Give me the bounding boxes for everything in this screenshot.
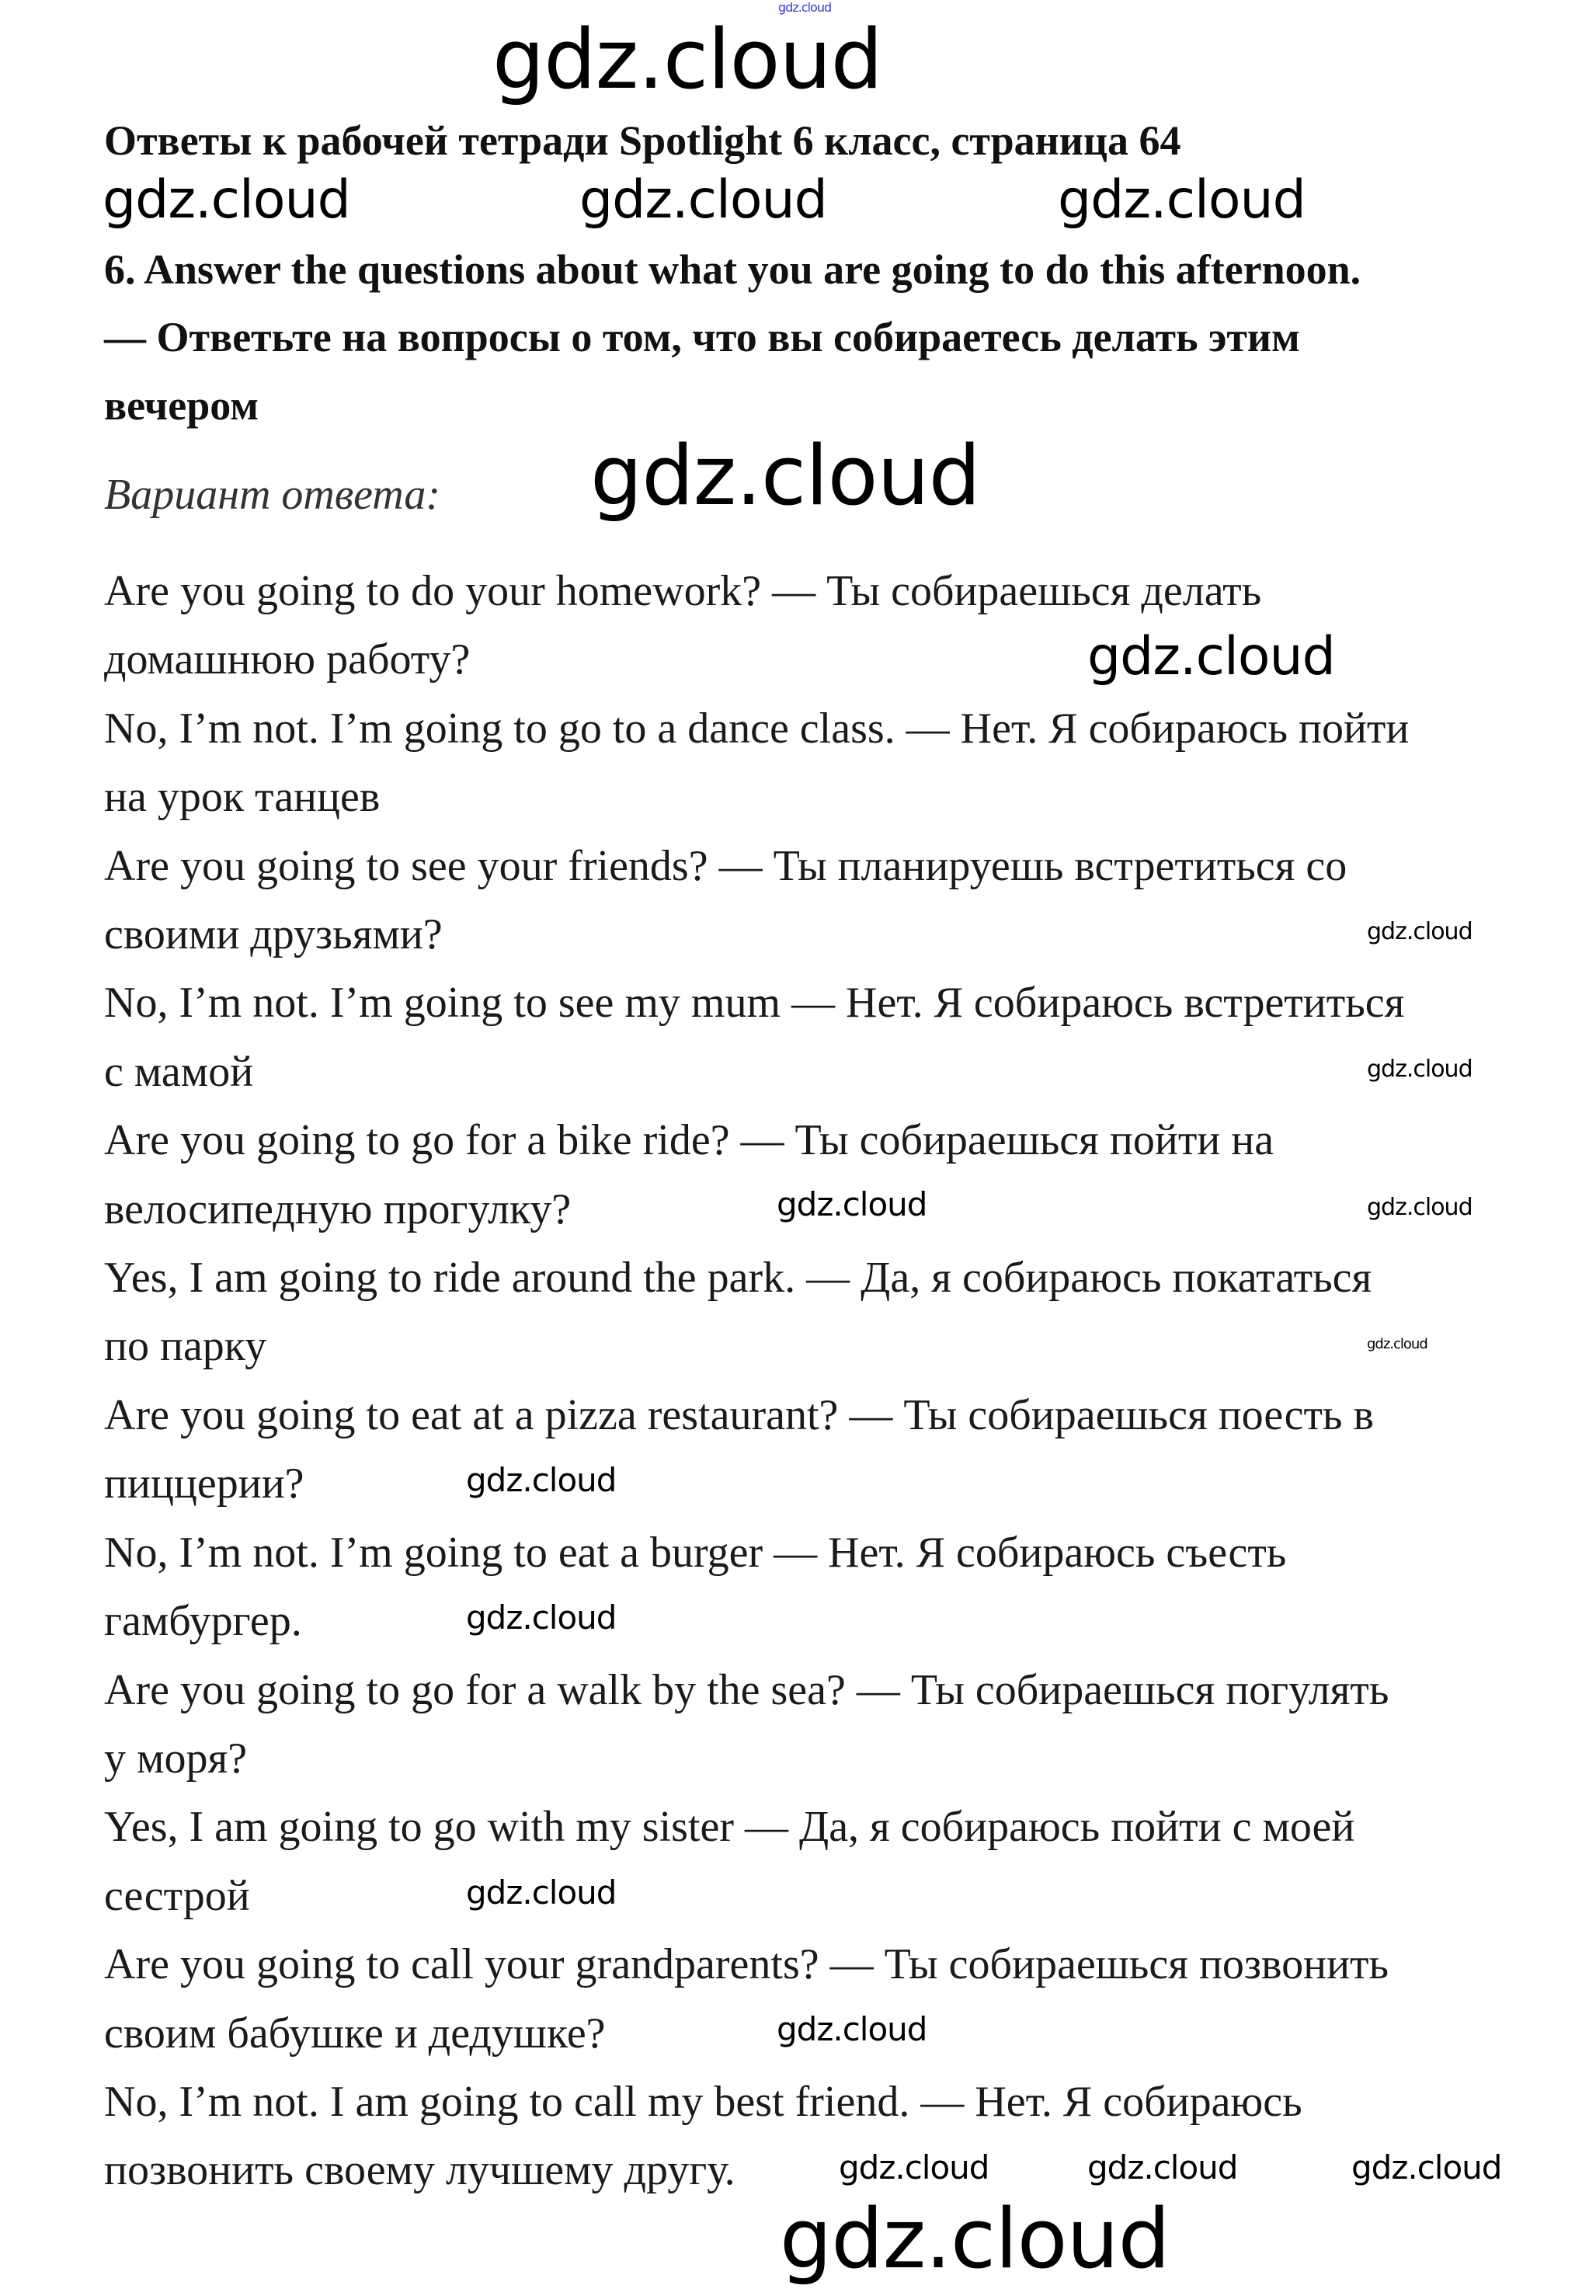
answer-line: Are you going to go for a bike ride? — Ты собираешься пойти на xyxy=(104,1116,1274,1165)
answer-line: велосипедную прогулку? xyxy=(104,1185,572,1233)
answer-line: своим бабушке и дедушке? xyxy=(104,2009,606,2058)
watermark: gdz.cloud xyxy=(466,1461,617,1499)
watermark: gdz.cloud xyxy=(1351,2148,1502,2186)
watermark: gdz.cloud xyxy=(1087,626,1335,687)
answer-line: у моря? xyxy=(104,1734,248,1783)
watermark: gdz.cloud xyxy=(492,12,882,107)
watermark: gdz.cloud xyxy=(1367,918,1473,945)
page-title: Ответы к рабочей тетради Spotlight 6 класс, страница 64 xyxy=(104,117,1181,164)
watermark: gdz.cloud xyxy=(1087,2148,1238,2186)
answer-line: Are you going to see your friends? — Ты планируешь встретиться со xyxy=(104,841,1347,890)
answer-line: No, I’m not. I am going to call my best friend. — Нет. Я собираюсь xyxy=(104,2077,1302,2126)
answer-line: с мамой xyxy=(104,1047,254,1096)
watermark: gdz.cloud xyxy=(1367,1336,1427,1352)
task-title-line-2: — Ответьте на вопросы о том, что вы собираетесь делать этим xyxy=(104,314,1300,360)
task-title-line-1: 6. Answer the questions about what you are going to do this afternoon. xyxy=(104,246,1361,293)
answer-line: Are you going to call your grandparents? — Ты собираешься позвонить xyxy=(104,1940,1389,1989)
answer-line: по парку xyxy=(104,1322,267,1371)
answer-line: Are you going to go for a walk by the sea? — Ты собираешься погулять xyxy=(104,1665,1389,1714)
answer-line: No, I’m not. I’m going to go to a dance class. — Нет. Я собираюсь пойти xyxy=(104,704,1410,753)
watermark: gdz.cloud xyxy=(1058,169,1306,231)
watermark: gdz.cloud xyxy=(1367,1194,1473,1221)
watermark: gdz.cloud xyxy=(839,2148,989,2186)
watermark: gdz.cloud xyxy=(466,1599,617,1637)
answer-line: Yes, I am going to go with my sister — Да, я собираюсь пойти с моей xyxy=(104,1803,1355,1852)
watermark: gdz.cloud xyxy=(590,428,980,524)
answer-line: Are you going to do your homework? — Ты собираешься делать xyxy=(104,567,1262,615)
answer-line: No, I’m not. I’m going to see my mum — Нет. Я собираюсь встретиться xyxy=(104,979,1405,1028)
answer-line: своими друзьями? xyxy=(104,910,443,959)
answer-line: гамбургер. xyxy=(104,1597,302,1646)
answer-line: позвонить своему лучшему другу. xyxy=(104,2146,735,2195)
answer-line: пиццерии? xyxy=(104,1459,304,1508)
watermark: gdz.cloud xyxy=(777,1185,927,1223)
answer-line: на урок танцев xyxy=(104,773,381,822)
variant-label: Вариант ответа: xyxy=(104,471,441,519)
answer-line: Are you going to eat at a pizza restaurant? — Ты собираешься поесть в xyxy=(104,1390,1374,1439)
watermark-top[interactable]: gdz.cloud xyxy=(778,0,832,15)
answer-line: домашнюю работу? xyxy=(104,635,471,684)
task-title-line-3: вечером xyxy=(104,382,259,429)
watermark: gdz.cloud xyxy=(1367,1056,1473,1083)
answer-body xyxy=(104,557,1409,2205)
watermark: gdz.cloud xyxy=(466,1873,617,1912)
watermark: gdz.cloud xyxy=(103,169,350,231)
answer-line: Yes, I am going to ride around the park. — Да, я собираюсь покататься xyxy=(104,1254,1372,1303)
answer-line: No, I’m not. I’m going to eat a burger — Нет. Я собираюсь съесть xyxy=(104,1528,1287,1577)
watermark: gdz.cloud xyxy=(777,2010,927,2048)
answer-line: сестрой xyxy=(104,1871,250,1920)
watermark: gdz.cloud xyxy=(579,169,827,231)
watermark: gdz.cloud xyxy=(780,2191,1170,2287)
